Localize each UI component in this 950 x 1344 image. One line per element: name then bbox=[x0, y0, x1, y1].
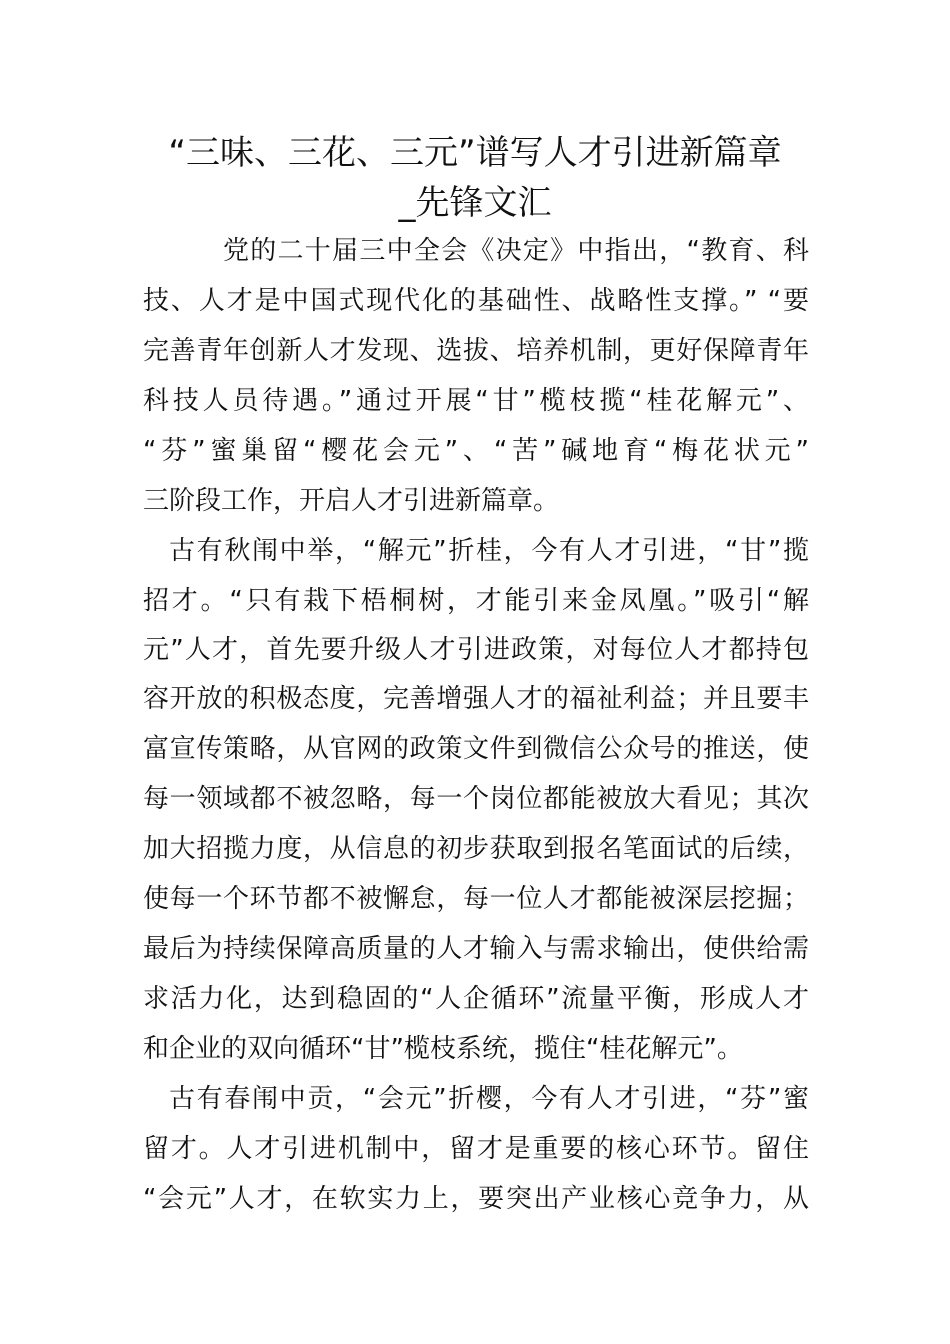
paragraph-2-line-7: 加大招揽力度，从信息的初步获取到报名笔面试的后续， bbox=[143, 834, 809, 864]
paragraph-2-line-2: 招才。“只有栽下梧桐树，才能引来金凤凰。”吸引“解 bbox=[143, 586, 809, 616]
paragraph-2-line-11: 和企业的双向循环“甘”榄枝系统，揽住“桂花解元”。 bbox=[143, 1034, 743, 1064]
paragraph-3-line-2: 留才。人才引进机制中，留才是重要的核心环节。留住 bbox=[143, 1134, 809, 1164]
paragraph-1-line-1: 党的二十届三中全会《决定》中指出，“教育、科 bbox=[223, 236, 809, 266]
paragraph-2-line-8: 使每一个环节都不被懈怠，每一位人才都能被深层挖掘； bbox=[143, 884, 809, 914]
paragraph-1-line-4: 科技人员待遇。”通过开展“甘”榄枝揽“桂花解元”、 bbox=[143, 386, 809, 416]
paragraph-2-line-4: 容开放的积极态度，完善增强人才的福祉利益；并且要丰 bbox=[143, 684, 809, 714]
paragraph-1-line-6: 三阶段工作，开启人才引进新篇章。 bbox=[143, 486, 560, 516]
paragraph-1-line-2: 技、人才是中国式现代化的基础性、战略性支撑。” “要 bbox=[143, 286, 809, 316]
paragraph-2-line-5: 富宣传策略，从官网的政策文件到微信公众号的推送，使 bbox=[143, 734, 809, 764]
paragraph-2-line-1: 古有秋闱中举，“解元”折桂，今有人才引进，“甘”揽 bbox=[169, 536, 809, 566]
paragraph-2-line-3: 元”人才，首先要升级人才引进政策，对每位人才都持包 bbox=[143, 635, 809, 665]
paragraph-3-line-1: 古有春闱中贡，“会元”折樱，今有人才引进，“芬”蜜 bbox=[169, 1084, 809, 1114]
paragraph-1-line-3: 完善青年创新人才发现、选拔、培养机制，更好保障青年 bbox=[143, 336, 809, 366]
paragraph-2-line-9: 最后为持续保障高质量的人才输入与需求输出，使供给需 bbox=[143, 934, 809, 964]
paragraph-2-line-6: 每一领域都不被忽略，每一个岗位都能被放大看见；其次 bbox=[143, 784, 809, 814]
paragraph-1-line-5: “芬”蜜巢留“樱花会元”、“苦”碱地育“梅花状元” bbox=[143, 436, 809, 466]
document-title-line-2: _先锋文汇 bbox=[398, 183, 552, 223]
document-title-line-1: “三味、三花、三元”谱写人才引进新篇章 bbox=[168, 133, 782, 173]
paragraph-3-line-3: “会元”人才，在软实力上，要突出产业核心竞争力，从 bbox=[143, 1184, 809, 1214]
paragraph-2-line-10: 求活力化，达到稳固的“人企循环”流量平衡，形成人才 bbox=[143, 984, 809, 1014]
